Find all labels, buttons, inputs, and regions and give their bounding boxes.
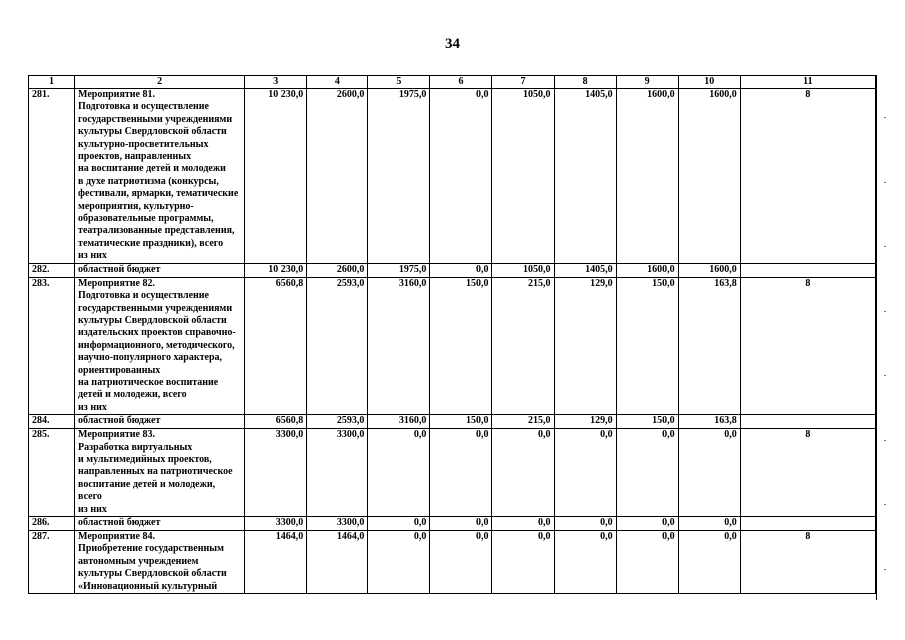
- row-name-line: фестивали, ярмарки, тематические: [78, 188, 239, 200]
- row-name-line: из них: [78, 250, 107, 262]
- row-number: 281.: [29, 89, 75, 264]
- page-bottom-margin: [0, 600, 905, 640]
- cell-col-5: 0,0: [368, 531, 430, 594]
- header-col-9: 9: [616, 76, 678, 89]
- row-name: [75, 517, 245, 531]
- cell-col-7: 215,0: [492, 277, 554, 414]
- cell-col-4: 1464,0: [307, 531, 368, 594]
- row-number: 285.: [29, 429, 75, 517]
- page-number: 34: [445, 36, 460, 52]
- cell-col-7: 1050,0: [492, 263, 554, 277]
- row-name-line: из них: [78, 401, 107, 413]
- scan-edge-mark: [884, 569, 886, 570]
- header-col-7: 7: [492, 76, 554, 89]
- header-col-2: 2: [75, 76, 245, 89]
- scan-edge-mark: [884, 375, 886, 376]
- cell-col-8: 129,0: [554, 415, 616, 429]
- cell-col-9: 1600,0: [616, 263, 678, 277]
- header-col-4: 4: [307, 76, 368, 89]
- cell-col-6: 150,0: [430, 277, 492, 414]
- row-name-line: государственными учреждениями: [78, 113, 233, 125]
- table-header-row: [29, 76, 876, 89]
- row-name-line: Мероприятие 82.: [78, 277, 155, 289]
- cell-col-10: 0,0: [678, 517, 740, 531]
- cell-col-6: 0,0: [430, 263, 492, 277]
- cell-col-9: 0,0: [616, 517, 678, 531]
- cell-col-6: 0,0: [430, 429, 492, 517]
- row-name-line: всего: [78, 491, 102, 503]
- row-name-line: на патриотическое воспитание: [78, 376, 219, 388]
- cell-col-3: 3300,0: [245, 429, 307, 517]
- cell-col-4: 2600,0: [307, 263, 368, 277]
- table-row: [29, 277, 876, 414]
- cell-col-9: 0,0: [616, 429, 678, 517]
- cell-col-10: 0,0: [678, 531, 740, 594]
- cell-col-4: 2593,0: [307, 415, 368, 429]
- cell-col-11: 8: [740, 429, 875, 517]
- header-col-8: 8: [554, 76, 616, 89]
- cell-col-9: 1600,0: [616, 89, 678, 264]
- row-name: [75, 89, 245, 264]
- row-name-line: театрализованные представления,: [78, 225, 235, 237]
- cell-col-11: 8: [740, 531, 875, 594]
- row-name-line: образовательные программы,: [78, 213, 214, 225]
- cell-col-3: 3300,0: [245, 517, 307, 531]
- header-col-11: 11: [740, 76, 875, 89]
- cell-col-8: 1405,0: [554, 89, 616, 264]
- row-name-line: «Инновационный культурный: [78, 580, 218, 592]
- row-name: [75, 531, 245, 594]
- row-name-line: из них: [78, 503, 107, 515]
- cell-col-4: 3300,0: [307, 429, 368, 517]
- row-name-line: и мультимедийных проектов,: [78, 453, 212, 465]
- row-name-line: направленных на патриотическое: [78, 466, 233, 478]
- cell-col-8: 0,0: [554, 429, 616, 517]
- table-row: [29, 517, 876, 531]
- cell-col-10: 1600,0: [678, 263, 740, 277]
- row-name-line: Разработка виртуальных: [78, 441, 193, 453]
- cell-col-8: 129,0: [554, 277, 616, 414]
- cell-col-8: 0,0: [554, 531, 616, 594]
- cell-col-9: 0,0: [616, 531, 678, 594]
- row-name-line: тематические праздники), всего: [78, 237, 224, 249]
- row-name-line: проектов, направленных: [78, 151, 192, 163]
- cell-col-7: 0,0: [492, 531, 554, 594]
- row-name-line: областной бюджет: [78, 263, 161, 275]
- scan-edge-mark: [884, 182, 886, 183]
- row-name: [75, 429, 245, 517]
- header-col-3: 3: [245, 76, 307, 89]
- cell-col-6: 0,0: [430, 517, 492, 531]
- row-number: 286.: [29, 517, 75, 531]
- cell-col-3: 10 230,0: [245, 89, 307, 264]
- table-body: [29, 89, 876, 594]
- cell-col-7: 0,0: [492, 517, 554, 531]
- cell-col-9: 150,0: [616, 415, 678, 429]
- table-right-border: [876, 75, 877, 600]
- row-name-line: информационного, методического,: [78, 339, 235, 351]
- row-name: [75, 277, 245, 414]
- cell-col-11: 8: [740, 277, 875, 414]
- row-name-line: ориентированных: [78, 364, 161, 376]
- row-name-line: Мероприятие 84.: [78, 531, 155, 542]
- cell-col-6: 150,0: [430, 415, 492, 429]
- cell-col-5: 0,0: [368, 517, 430, 531]
- table-row: [29, 531, 876, 594]
- row-name: [75, 415, 245, 429]
- header-col-1: 1: [29, 76, 75, 89]
- cell-col-8: 0,0: [554, 517, 616, 531]
- cell-col-3: 1464,0: [245, 531, 307, 594]
- cell-col-7: 0,0: [492, 429, 554, 517]
- cell-col-11: 8: [740, 89, 875, 264]
- row-name-line: воспитание детей и молодежи,: [78, 478, 216, 490]
- scan-edge-mark: [884, 311, 886, 312]
- header-col-5: 5: [368, 76, 430, 89]
- cell-col-6: 0,0: [430, 531, 492, 594]
- cell-col-4: 2600,0: [307, 89, 368, 264]
- budget-table: [28, 75, 876, 594]
- cell-col-5: 1975,0: [368, 263, 430, 277]
- row-name-line: мероприятия, культурно-: [78, 200, 194, 212]
- row-name-line: культуры Свердловской области: [78, 568, 227, 580]
- cell-col-3: 6560,8: [245, 277, 307, 414]
- row-name-line: государственными учреждениями: [78, 302, 233, 314]
- cell-col-11: [740, 415, 875, 429]
- row-name-line: Мероприятие 83.: [78, 429, 155, 441]
- header-col-6: 6: [430, 76, 492, 89]
- row-name-line: издательских проектов справочно-: [78, 327, 236, 339]
- row-number: 282.: [29, 263, 75, 277]
- cell-col-11: [740, 263, 875, 277]
- row-name-line: областной бюджет: [78, 517, 161, 528]
- header-col-10: 10: [678, 76, 740, 89]
- cell-col-8: 1405,0: [554, 263, 616, 277]
- row-name-line: автономным учреждением: [78, 555, 199, 567]
- cell-col-5: 1975,0: [368, 89, 430, 264]
- cell-col-10: 163,8: [678, 415, 740, 429]
- row-name-line: Подготовка и осуществление: [78, 101, 209, 113]
- cell-col-5: 0,0: [368, 429, 430, 517]
- row-name-line: культуры Свердловской области: [78, 126, 227, 138]
- row-name-line: Приобретение государственным: [78, 543, 224, 555]
- cell-col-3: 6560,8: [245, 415, 307, 429]
- table-row: [29, 429, 876, 517]
- cell-col-7: 1050,0: [492, 89, 554, 264]
- row-number: 287.: [29, 531, 75, 594]
- row-name: [75, 263, 245, 277]
- table-row: [29, 415, 876, 429]
- scan-edge-mark: [884, 440, 886, 441]
- row-name-line: областной бюджет: [78, 415, 161, 427]
- cell-col-11: [740, 517, 875, 531]
- cell-col-5: 3160,0: [368, 415, 430, 429]
- scan-edge-mark: [884, 504, 886, 505]
- cell-col-4: 3300,0: [307, 517, 368, 531]
- row-name-line: культуры Свердловской области: [78, 314, 227, 326]
- table-row: [29, 263, 876, 277]
- cell-col-6: 0,0: [430, 89, 492, 264]
- row-name-line: детей и молодежи, всего: [78, 389, 187, 401]
- scan-edge-mark: [884, 117, 886, 118]
- row-name-line: на воспитание детей и молодежи: [78, 163, 226, 175]
- cell-col-10: 0,0: [678, 429, 740, 517]
- table-row: [29, 89, 876, 264]
- cell-col-3: 10 230,0: [245, 263, 307, 277]
- cell-col-10: 1600,0: [678, 89, 740, 264]
- cell-col-9: 150,0: [616, 277, 678, 414]
- row-number: 284.: [29, 415, 75, 429]
- row-number: 283.: [29, 277, 75, 414]
- cell-col-4: 2593,0: [307, 277, 368, 414]
- cell-col-10: 163,8: [678, 277, 740, 414]
- row-name-line: в духе патриотизма (конкурсы,: [78, 175, 219, 187]
- row-name-line: научно-популярного характера,: [78, 352, 223, 364]
- cell-col-7: 215,0: [492, 415, 554, 429]
- row-name-line: культурно-просветительных: [78, 138, 209, 150]
- scan-edge-mark: [884, 246, 886, 247]
- cell-col-5: 3160,0: [368, 277, 430, 414]
- row-name-line: Подготовка и осуществление: [78, 290, 209, 302]
- row-name-line: Мероприятие 81.: [78, 89, 155, 100]
